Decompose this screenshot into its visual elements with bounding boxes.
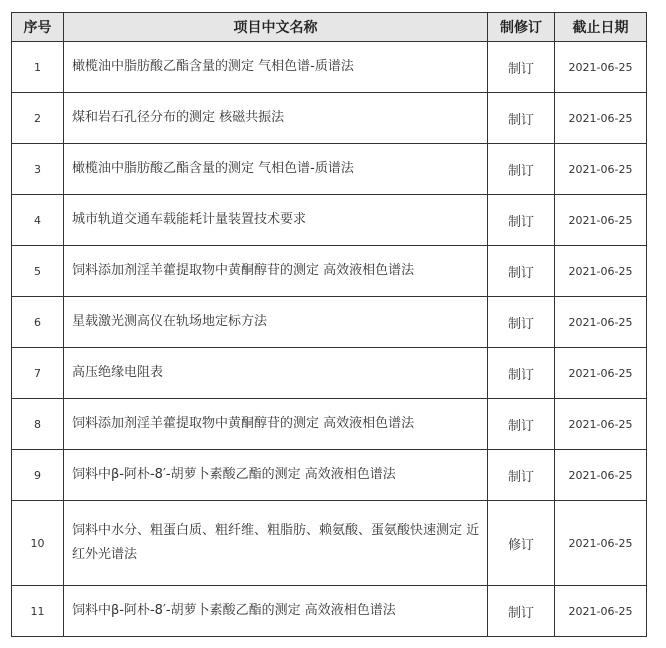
- table-row: [12, 42, 647, 93]
- project-name: 饲料中水分、粗蛋白质、粗纤维、粗脂肪、赖氨酸、蛋氨酸快速测定 近红外光谱法: [64, 501, 488, 586]
- project-name: 星载激光测高仪在轨场地定标方法: [64, 297, 488, 348]
- revision-type: 制订: [488, 399, 555, 450]
- deadline-date: 2021-06-25: [555, 144, 647, 195]
- revision-type: 制订: [488, 246, 555, 297]
- row-number: 10: [12, 501, 64, 586]
- revision-type: 制订: [488, 93, 555, 144]
- project-name: 饲料中β-阿朴-8′-胡萝卜素酸乙酯的测定 高效液相色谱法: [64, 586, 488, 637]
- row-number: 9: [12, 450, 64, 501]
- row-number: 2: [12, 93, 64, 144]
- project-name: 橄榄油中脂肪酸乙酯含量的测定 气相色谱-质谱法: [64, 42, 488, 93]
- row-number: 4: [12, 195, 64, 246]
- row-number: 11: [12, 586, 64, 637]
- revision-type: 制订: [488, 348, 555, 399]
- table-header-row: [12, 13, 647, 42]
- standards-table-container: [11, 12, 647, 637]
- row-number: 6: [12, 297, 64, 348]
- deadline-date: 2021-06-25: [555, 297, 647, 348]
- deadline-date: 2021-06-25: [555, 586, 647, 637]
- revision-type: 制订: [488, 144, 555, 195]
- table-row: [12, 348, 647, 399]
- project-name: 饲料添加剂淫羊藿提取物中黄酮醇苷的测定 高效液相色谱法: [64, 246, 488, 297]
- deadline-date: 2021-06-25: [555, 246, 647, 297]
- header-type: 制修订: [488, 13, 555, 42]
- header-name: 项目中文名称: [64, 13, 488, 42]
- table-row: [12, 144, 647, 195]
- row-number: 7: [12, 348, 64, 399]
- project-name: 高压绝缘电阻表: [64, 348, 488, 399]
- row-number: 8: [12, 399, 64, 450]
- deadline-date: 2021-06-25: [555, 348, 647, 399]
- revision-type: 制订: [488, 586, 555, 637]
- header-no: 序号: [12, 13, 64, 42]
- table-row: [12, 501, 647, 586]
- deadline-date: 2021-06-25: [555, 42, 647, 93]
- row-number: 5: [12, 246, 64, 297]
- revision-type: 制订: [488, 195, 555, 246]
- table-row: [12, 93, 647, 144]
- standards-table: [11, 12, 647, 637]
- revision-type: 制订: [488, 450, 555, 501]
- table-row: [12, 246, 647, 297]
- project-name: 橄榄油中脂肪酸乙酯含量的测定 气相色谱-质谱法: [64, 144, 488, 195]
- revision-type: 制订: [488, 297, 555, 348]
- project-name: 煤和岩石孔径分布的测定 核磁共振法: [64, 93, 488, 144]
- revision-type: 制订: [488, 42, 555, 93]
- project-name: 饲料中β-阿朴-8′-胡萝卜素酸乙酯的测定 高效液相色谱法: [64, 450, 488, 501]
- deadline-date: 2021-06-25: [555, 450, 647, 501]
- project-name: 饲料添加剂淫羊藿提取物中黄酮醇苷的测定 高效液相色谱法: [64, 399, 488, 450]
- header-deadline: 截止日期: [555, 13, 647, 42]
- revision-type: 修订: [488, 501, 555, 586]
- project-name: 城市轨道交通车载能耗计量装置技术要求: [64, 195, 488, 246]
- table-row: [12, 297, 647, 348]
- table-row: [12, 450, 647, 501]
- table-row: [12, 195, 647, 246]
- table-row: [12, 586, 647, 637]
- deadline-date: 2021-06-25: [555, 501, 647, 586]
- row-number: 1: [12, 42, 64, 93]
- deadline-date: 2021-06-25: [555, 399, 647, 450]
- deadline-date: 2021-06-25: [555, 93, 647, 144]
- deadline-date: 2021-06-25: [555, 195, 647, 246]
- row-number: 3: [12, 144, 64, 195]
- table-row: [12, 399, 647, 450]
